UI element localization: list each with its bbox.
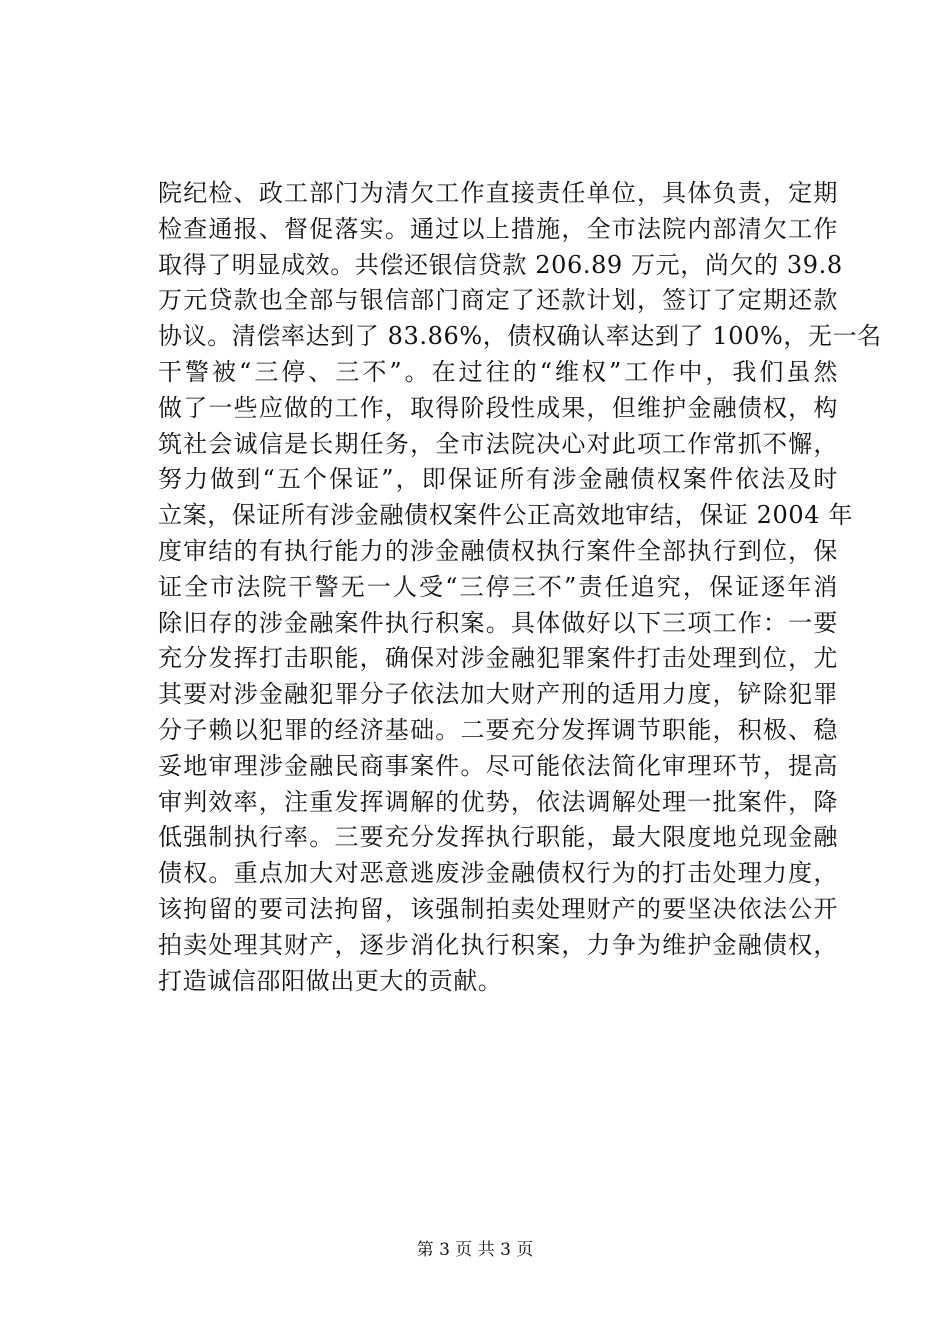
paragraph-line: 取得了明显成效。共偿还银信贷款 206.89 万元，尚欠的 39.8	[158, 250, 843, 279]
paragraph-line: 干警被“三停、三不”。在过往的“维权”工作中，我们虽然	[158, 357, 838, 386]
paragraph-line: 筑社会诚信是长期任务，全市法院决心对此项工作常抓不懈，	[158, 429, 838, 458]
paragraph-line: 打造诚信邵阳做出更大的贡献。	[158, 966, 503, 995]
paragraph-line: 拍卖处理其财产，逐步消化执行积案，力争为维护金融债权，	[158, 930, 838, 959]
paragraph-line: 分子赖以犯罪的经济基础。二要充分发挥调节职能，积极、稳	[158, 715, 838, 744]
paragraph-line: 妥地审理涉金融民商事案件。尽可能依法简化审理环节，提高	[158, 751, 838, 780]
paragraph-line: 证全市法院干警无一人受“三停三不”责任追究，保证逐年消	[158, 572, 838, 601]
paragraph-line: 该拘留的要司法拘留，该强制拍卖处理财产的要坚决依法公开	[158, 894, 838, 923]
paragraph-line: 除旧存的涉金融案件执行积案。具体做好以下三项工作：一要	[158, 608, 838, 637]
paragraph-line: 其要对涉金融犯罪分子依法加大财产刑的适用力度，铲除犯罪	[158, 680, 838, 709]
paragraph-line: 审判效率，注重发挥调解的优势，依法调解处理一批案件，降	[158, 787, 838, 816]
paragraph-line: 做了一些应做的工作，取得阶段性成果，但维护金融债权，构	[158, 393, 838, 422]
paragraph-line: 努力做到“五个保证”，即保证所有涉金融债权案件依法及时	[158, 465, 838, 494]
body-paragraph	[158, 176, 882, 999]
paragraph-line: 债权。重点加大对恶意逃废涉金融债权行为的打击处理力度，	[158, 859, 838, 888]
paragraph-line: 协议。清偿率达到了 83.86%，债权确认率达到了 100%，无一名	[158, 322, 882, 351]
paragraph-line: 院纪检、政工部门为清欠工作直接责任单位，具体负责，定期	[158, 179, 838, 207]
paragraph-line: 检查通报、督促落实。通过以上措施，全市法院内部清欠工作	[158, 214, 838, 243]
page-number-footer: 第 3 页 共 3 页	[416, 1240, 534, 1260]
paragraph-line: 万元贷款也全部与银信部门商定了还款计划，签订了定期还款	[158, 286, 838, 315]
paragraph-line: 充分发挥打击职能，确保对涉金融犯罪案件打击处理到位，尤	[158, 644, 838, 673]
paragraph-line: 度审结的有执行能力的涉金融债权执行案件全部执行到位，保	[158, 536, 838, 565]
paragraph-line: 低强制执行率。三要充分发挥执行职能，最大限度地兑现金融	[158, 823, 838, 852]
paragraph-line: 立案，保证所有涉金融债权案件公正高效地审结，保证 2004 年	[158, 501, 853, 530]
